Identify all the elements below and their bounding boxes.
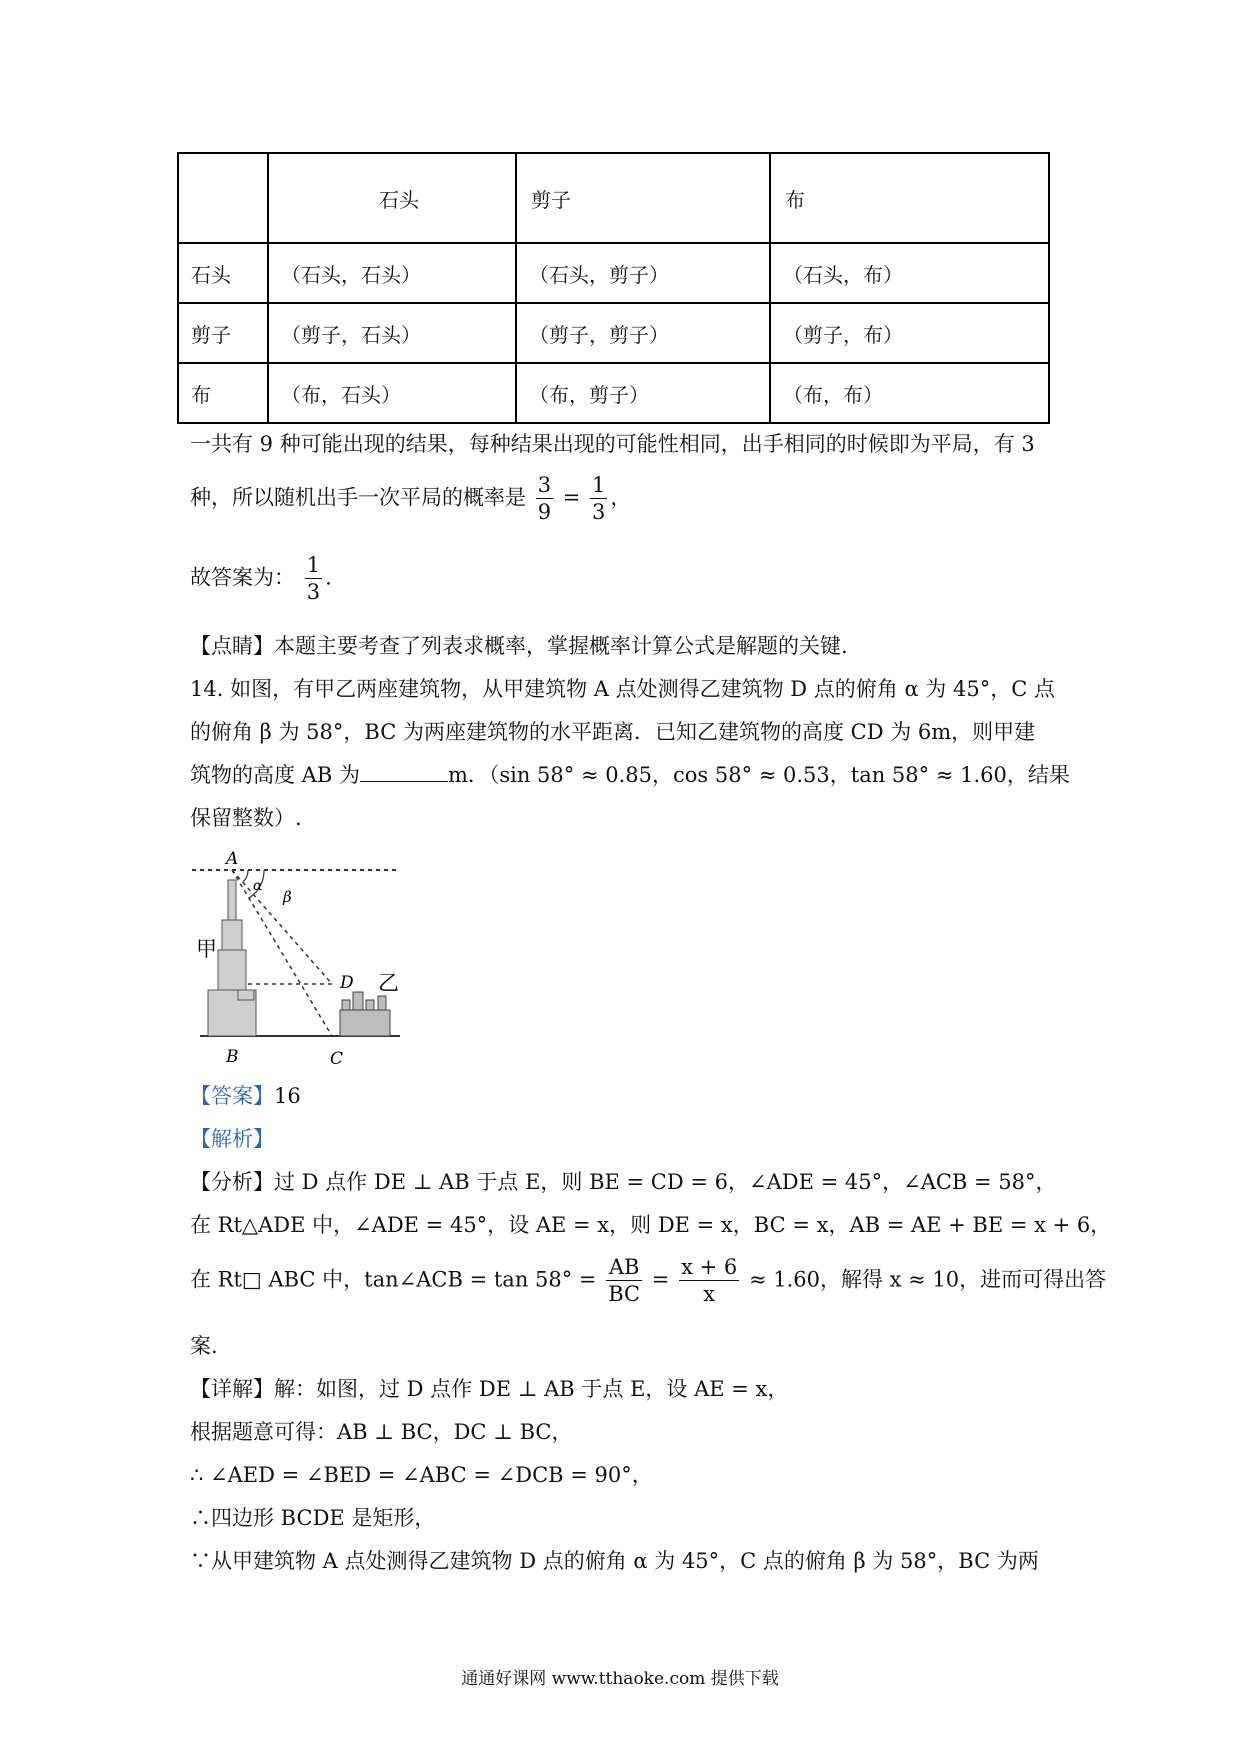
table-cell: （剪子，石头）	[268, 303, 516, 363]
label-c: C	[330, 1049, 344, 1069]
answer-blank	[360, 763, 448, 782]
text: 种，所以随机出手一次平局的概率是	[190, 485, 526, 510]
table-cell: （石头，布）	[770, 243, 1049, 303]
question-14-line1: 14. 如图，有甲乙两座建筑物，从甲建筑物 A 点处测得乙建筑物 D 点的俯角 α 为 45°，C 点	[190, 677, 1055, 701]
label-alpha: α	[253, 878, 263, 894]
label-d: D	[340, 973, 354, 993]
fraction	[590, 472, 607, 526]
building-yi	[340, 992, 390, 1036]
xiangjie-line4: ∴四边形 BCDE 是矩形，	[190, 1506, 436, 1530]
table-header-cell	[178, 153, 268, 243]
table-cell: （石头，石头）	[268, 243, 516, 303]
table-header-cell: 剪子	[516, 153, 770, 243]
table-cell: 布	[178, 363, 268, 423]
label-jia: 甲	[196, 937, 217, 961]
numerator: 1	[305, 552, 322, 579]
answer-tag: 【答案】	[190, 1084, 274, 1108]
equals-sign: =	[651, 1267, 670, 1292]
table-cell: （布，石头）	[268, 363, 516, 423]
building-figure	[190, 840, 410, 1070]
label-beta: β	[283, 888, 292, 906]
text: ，	[610, 485, 632, 510]
jiexi-tag: 【解析】	[190, 1127, 274, 1151]
text: 筑物的高度 AB 为	[190, 763, 360, 787]
numerator: AB	[606, 1254, 642, 1281]
question-14-line4: 保留整数）.	[190, 806, 302, 830]
answer-line-value	[190, 1080, 301, 1110]
xiangjie-line2: 根据题意可得：AB ⊥ BC，DC ⊥ BC，	[190, 1420, 573, 1444]
denominator: BC	[608, 1282, 641, 1307]
label-yi: 乙	[378, 971, 399, 995]
table-cell: 石头	[178, 243, 268, 303]
text: m．（sin 58° ≈ 0.85，cos 58° ≈ 0.53，tan 58° ≈ 1.60，结果	[447, 763, 1070, 787]
fraction	[606, 1254, 642, 1308]
text: 在 Rt□ ABC 中，tan∠ACB = tan 58° =	[190, 1267, 597, 1292]
table-cell: （剪子，剪子）	[516, 303, 770, 363]
fenxi-line1: 【分析】过 D 点作 DE ⊥ AB 于点 E，则 BE = CD = 6，∠ADE = 45°，∠ACB = 58°，	[190, 1170, 1057, 1194]
label-b: B	[226, 1047, 239, 1067]
table-cell: （布，剪子）	[516, 363, 770, 423]
denominator: 3	[306, 580, 321, 605]
question-14-line3	[190, 759, 1070, 789]
table-row	[178, 243, 1049, 303]
table-row	[178, 363, 1049, 423]
denominator: x	[703, 1282, 716, 1307]
sight-line-ad	[232, 870, 332, 984]
alpha-arc	[243, 870, 248, 882]
equals-sign: =	[562, 485, 581, 510]
dianjing-note: 【点睛】本题主要考查了列表求概率，掌握概率计算公式是解题的关键.	[190, 634, 848, 658]
xiangjie-line1: 【详解】解：如图，过 D 点作 DE ⊥ AB 于点 E，设 AE = x，	[190, 1377, 789, 1401]
table-header-cell: 布	[770, 153, 1049, 243]
fenxi-line2: 在 Rt△ADE 中，∠ADE = 45°，设 AE = x，则 DE = x，BC = x，AB = AE + BE = x + 6，	[190, 1213, 1112, 1237]
xiangjie-line5: ∵从甲建筑物 A 点处测得乙建筑物 D 点的俯角 α 为 45°，C 点的俯角 β 为 58°，BC 为两	[190, 1549, 1039, 1573]
table-cell: （剪子，布）	[770, 303, 1049, 363]
page-footer: 通通好课网 www.tthaoke.com 提供下载	[461, 1669, 779, 1689]
table-header-row	[178, 153, 1049, 243]
denominator: 3	[592, 500, 606, 525]
fraction	[305, 552, 322, 606]
fraction	[536, 472, 553, 526]
xiangjie-line3: ∴ ∠AED = ∠BED = ∠ABC = ∠DCB = 90°，	[190, 1463, 653, 1487]
paragraph-outcomes-line2	[190, 472, 631, 526]
fraction	[679, 1254, 739, 1308]
text: .	[325, 565, 332, 590]
outcome-table	[177, 152, 1050, 424]
text: ≈ 1.60，解得 x ≈ 10，进而可得出答	[748, 1267, 1107, 1292]
fenxi-line3	[190, 1254, 1106, 1308]
table-cell: 剪子	[178, 303, 268, 363]
paragraph-outcomes-line1: 一共有 9 种可能出现的结果，每种结果出现的可能性相同，出手相同的时候即为平局，有 3	[190, 432, 1035, 456]
question-14-line2: 的俯角 β 为 58°，BC 为两座建筑物的水平距离．已知乙建筑物的高度 CD 为 6m，则甲建	[190, 720, 1036, 744]
table-row	[178, 303, 1049, 363]
fenxi-line4: 案.	[190, 1334, 218, 1358]
numerator: 1	[590, 472, 607, 499]
answer-line	[190, 552, 332, 606]
denominator: 9	[537, 500, 552, 525]
label-a: A	[226, 849, 239, 869]
numerator: x + 6	[679, 1254, 739, 1281]
numerator: 3	[536, 472, 553, 499]
answer-value: 16	[274, 1084, 301, 1108]
text: 故答案为：	[190, 565, 295, 590]
table-cell: （石头，剪子）	[516, 243, 770, 303]
table-cell: （布，布）	[770, 363, 1049, 423]
table-header-cell: 石头	[268, 153, 516, 243]
